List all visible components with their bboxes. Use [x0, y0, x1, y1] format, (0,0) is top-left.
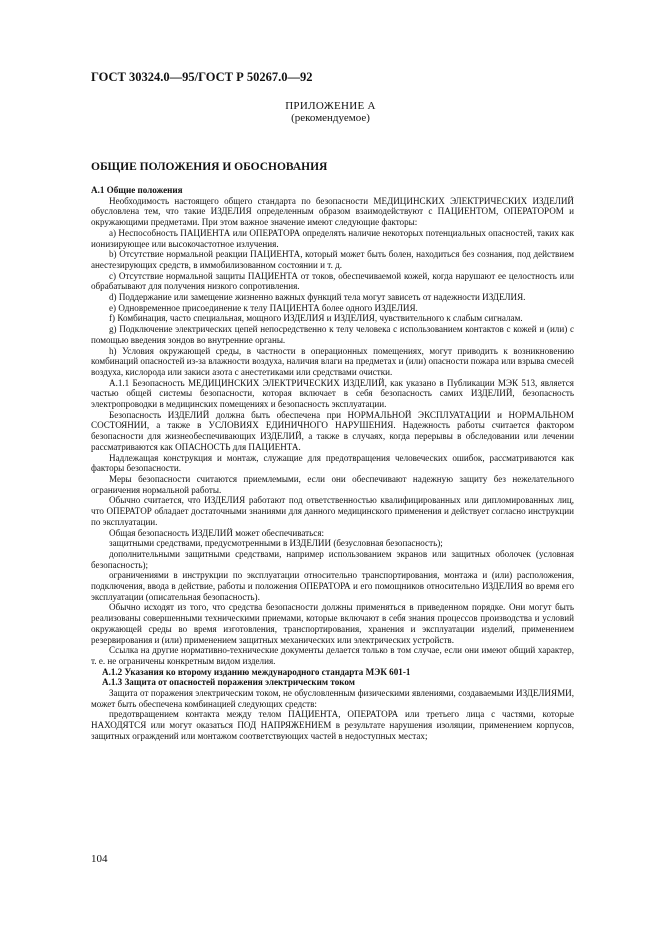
body-paragraph: Обычно считается, что ИЗДЕЛИЯ работают под ответственностью квалифицированных или дипломированных лиц, что ОПЕРАТОР обладает достаточными знаниями для данного медицинского применения и действует согласно инструкции по эксплуатации.	[91, 495, 574, 527]
body-paragraph: d) Поддержание или замещение жизненно важных функций тела могут зависеть от надежности ИЗДЕЛИЯ.	[109, 292, 526, 303]
appendix-subtitle: (рекомендуемое)	[291, 112, 370, 124]
body-paragraph: b) Отсутствие нормальной реакции ПАЦИЕНТА, который может быть болен, находиться без сознания, под действием анестезирующих средств, в иммобилизованном состоянии и т. д.	[91, 249, 574, 270]
body-paragraph: с) Отсутствие нормальной защиты ПАЦИЕНТА от токов, обеспечиваемой кожей, когда нарушают ее целостность или обрабатывают для получения низкого сопротивления.	[91, 270, 574, 292]
subsection-heading: А.1 Общие положения	[91, 185, 183, 195]
body-paragraph: е) Одновременное присоединение к телу ПАЦИЕНТА более одного ИЗДЕЛИЯ.	[109, 302, 418, 313]
body-paragraph: Надлежащая конструкция и монтаж, служащие для предотвращения человеческих ошибок, рассматриваются как факторы безопасности.	[91, 452, 574, 474]
body-paragraph: дополнительными защитными средствами, например использованием экранов или защитных оболочек (условная безопасность);	[91, 548, 574, 570]
body-paragraph: защитными средствами, предусмотренными в ИЗДЕЛИИ (безусловная безопасность);	[109, 538, 443, 549]
body-paragraph: Общая безопасность ИЗДЕЛИЙ может обеспечиваться:	[109, 527, 325, 538]
body-paragraph: g) Подключение электрических цепей непосредственно к телу человека с использованием контактов с кожей и (или) с помощью введения зондов во внутренние органы.	[91, 324, 574, 345]
body-text	[91, 185, 574, 742]
body-paragraph: h) Условия окружающей среды, в частности в операционных помещениях, могут приводить к возникновению комбинаций опасностей из-за влажности воздуха, наличия влаги на предметах и (или) опасности пожара или взрыва смесей воздуха, кислорода или закиси азота с анестетиками или средствами очистки.	[91, 345, 574, 377]
body-paragraph: Защита от поражения электрическим током, не обусловленным физическими явлениями, создаваемыми ИЗДЕЛИЯМИ, может быть обеспечена комбинацией следующих средств:	[91, 688, 574, 709]
body-paragraph: ограничениями в инструкции по эксплуатации относительно транспортирования, монтажа и (или) расположения, подключения, ввода в действие, работы и положения ОПЕРАТОРА и его помощников относительно ИЗДЕЛИЯ во время его эксплуатации (описательная безопасность).	[91, 570, 574, 602]
body-paragraph: Необходимость настоящего общего стандарта по безопасности МЕДИЦИНСКИХ ЭЛЕКТРИЧЕСКИХ ИЗДЕЛИЙ обусловлена тем, что такие ИЗДЕЛИЯ определенным образом взаимодействуют с ПАЦИЕНТОМ, ОПЕРАТОРОМ и окружающими предметами. При этом важное значение имеют следующие факторы:	[91, 195, 574, 228]
subsection-heading: А.1.3 Защита от опасностей поражения электрическим током	[102, 677, 355, 688]
body-paragraph: А.1.1 Безопасность МЕДИЦИНСКИХ ЭЛЕКТРИЧЕСКИХ ИЗДЕЛИЙ, как указано в Публикации МЭК 513, является частью общей системы безопасности, которая включает в себя безопасность самих ИЗДЕЛИЙ, безопасность электропроводки в медицинских помещениях и безопасность эксплуатации.	[91, 377, 574, 410]
body-paragraph: Меры безопасности считаются приемлемыми, если они обеспечивают надежную защиту без нежелательного ограничения нормальной работы.	[91, 473, 574, 495]
body-paragraph: Обычно исходят из того, что средства безопасности должны применяться в приведенном порядке. Они могут быть реализованы совершенными техническими приемами, которые включают в себя знания процессов производства и условий окружающей среды во время изготовления, транспортирования, хранения и эксплуатации изделий, применением резервирования и (или) применением защитных механических или электрических устройств.	[91, 602, 574, 645]
body-paragraph: а) Неспособность ПАЦИЕНТА или ОПЕРАТОРА определять наличие некоторых потенциальных опасностей, таких как ионизирующее или высокочастотное излучения.	[91, 227, 574, 249]
subsection-heading: А.1.2 Указания ко второму изданию международного стандарта МЭК 601-1	[102, 666, 411, 677]
body-paragraph: Ссылка на другие нормативно-технические документы делается только в том случае, если они имеют общий характер, т. е. не ограничены конкретным видом изделия.	[91, 645, 574, 666]
section-title: ОБЩИЕ ПОЛОЖЕНИЯ И ОБОСНОВАНИЯ	[91, 161, 328, 173]
appendix-title: ПРИЛОЖЕНИЕ А	[285, 100, 376, 112]
body-paragraph: Безопасность ИЗДЕЛИЙ должна быть обеспечена при НОРМАЛЬНОЙ ЭКСПЛУАТАЦИИ и НОРМАЛЬНОМ СОСТОЯНИИ, а также в УСЛОВИЯХ ЕДИНИЧНОГО НАРУШЕНИЯ. Надежность работы считается фактором безопасности для жизнеобеспечивающих ИЗДЕЛИЙ, а также в случаях, когда перерывы в обследовании или лечении рассматриваются как ОПАСНОСТЬ для ПАЦИЕНТА.	[91, 409, 574, 452]
body-paragraph: f) Комбинация, часто специальная, мощного ИЗДЕЛИЯ и ИЗДЕЛИЯ, чувствительного к слабым сигналам.	[109, 313, 523, 324]
document-header: ГОСТ 30324.0—95/ГОСТ Р 50267.0—92	[91, 70, 313, 84]
page-number: 104	[91, 853, 108, 865]
body-paragraph: предотвращением контакта между телом ПАЦИЕНТА, ОПЕРАТОРА или третьего лица с частями, которые НАХОДЯТСЯ или могут оказаться ПОД НАПРЯЖЕНИЕМ в результате нарушения изоляции, применением корпусов, защитных ограждений или монтажом соответствующих частей в недоступных местах;	[91, 709, 574, 741]
